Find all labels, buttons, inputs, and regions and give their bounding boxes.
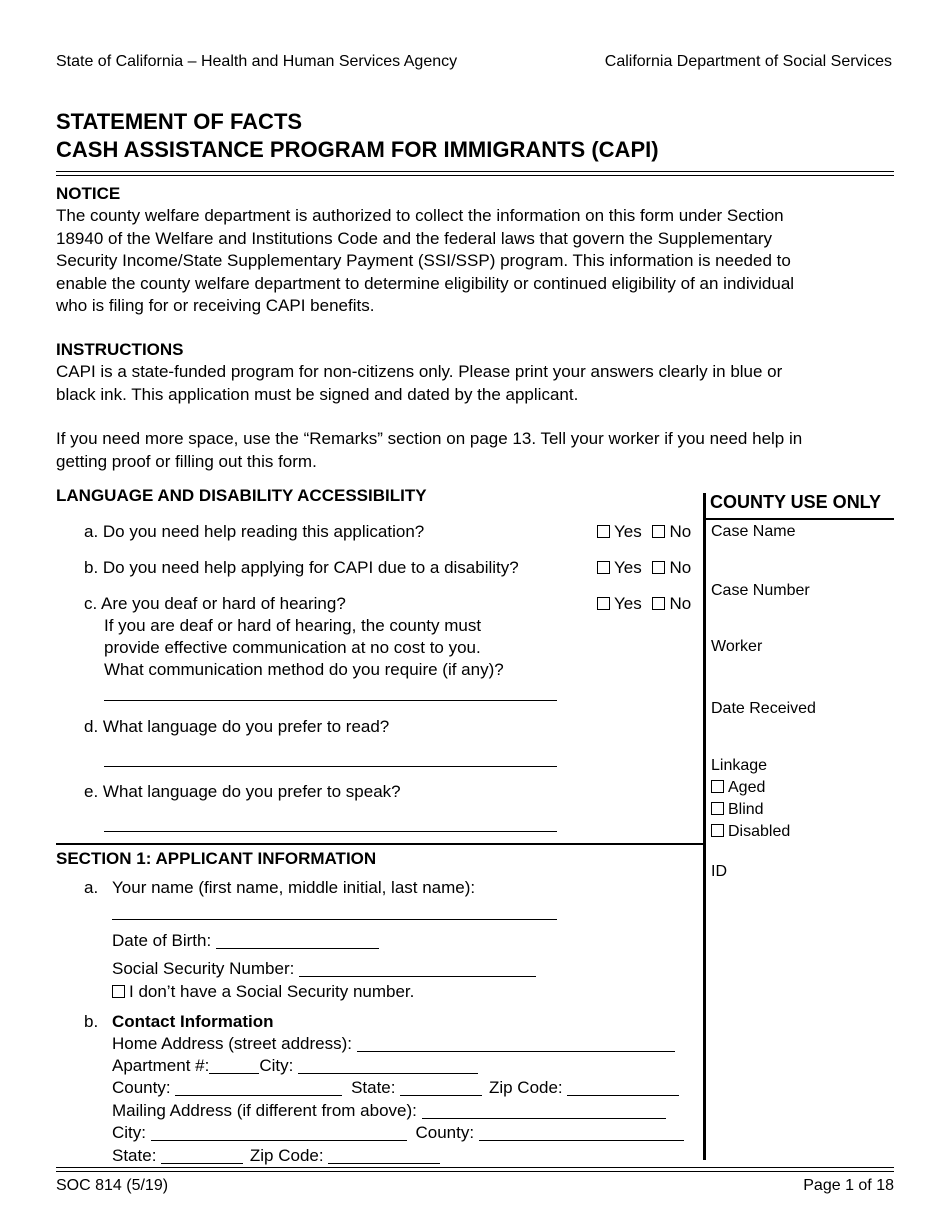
no-label: No bbox=[669, 594, 692, 613]
mailing-state-field[interactable] bbox=[161, 1146, 243, 1164]
title-rule-bottom bbox=[56, 175, 894, 176]
agency-header: State of California – Health and Human Services Agency bbox=[56, 53, 458, 70]
case-name-label: Case Name bbox=[711, 523, 796, 540]
id-label: ID bbox=[711, 863, 727, 880]
dob-field[interactable] bbox=[216, 931, 379, 949]
disabled-label: Disabled bbox=[728, 823, 791, 840]
question-a-yes-checkbox[interactable] bbox=[597, 522, 642, 541]
form-subtitle: CASH ASSISTANCE PROGRAM FOR IMMIGRANTS (CAPI) bbox=[56, 137, 659, 162]
mailing-zip-label: Zip Code: bbox=[249, 1146, 324, 1165]
checkbox-box bbox=[652, 561, 665, 574]
question-c-no-checkbox[interactable] bbox=[652, 594, 691, 613]
worker-label: Worker bbox=[711, 638, 763, 655]
ssn-label: Social Security Number: bbox=[112, 959, 295, 978]
linkage-blind-checkbox[interactable] bbox=[711, 799, 764, 821]
mailing-zip-field[interactable] bbox=[328, 1146, 440, 1164]
mailing-state-zip-row bbox=[112, 1145, 440, 1167]
name-label: Your name (first name, middle initial, last name): bbox=[112, 878, 476, 897]
section1-heading: SECTION 1: APPLICANT INFORMATION bbox=[56, 849, 377, 868]
notice-line: The county welfare department is authorized to collect the information on this form under Section bbox=[56, 206, 784, 225]
name-field[interactable] bbox=[112, 919, 557, 920]
form-number: SOC 814 (5/19) bbox=[56, 1177, 169, 1194]
question-b-yes-checkbox[interactable] bbox=[597, 558, 642, 577]
section-divider bbox=[56, 843, 706, 845]
home-address-label: Home Address (street address): bbox=[112, 1034, 352, 1053]
checkbox-box bbox=[711, 780, 724, 793]
apartment-field[interactable] bbox=[209, 1056, 259, 1074]
question-c-yes-checkbox[interactable] bbox=[597, 594, 642, 613]
county-field[interactable] bbox=[175, 1078, 342, 1096]
ssn-row bbox=[112, 958, 536, 980]
communication-method-field[interactable] bbox=[104, 700, 557, 701]
state-label: State: bbox=[351, 1078, 396, 1097]
question-a: a. Do you need help reading this application? bbox=[84, 522, 425, 541]
question-b-no-checkbox[interactable] bbox=[652, 558, 691, 577]
state-field[interactable] bbox=[400, 1078, 482, 1096]
instructions-paragraph-1 bbox=[56, 361, 886, 406]
date-received-label: Date Received bbox=[711, 700, 816, 717]
county-use-heading: COUNTY USE ONLY bbox=[710, 492, 882, 512]
home-address-field[interactable] bbox=[357, 1034, 675, 1052]
form-title: STATEMENT OF FACTS bbox=[56, 109, 303, 134]
blind-label: Blind bbox=[728, 801, 764, 818]
mailing-state-label: State: bbox=[112, 1146, 157, 1165]
no-ssn-label: I don’t have a Social Security number. bbox=[129, 982, 415, 1001]
language-heading: LANGUAGE AND DISABILITY ACCESSIBILITY bbox=[56, 486, 427, 505]
county-label: County: bbox=[112, 1078, 171, 1097]
contact-heading: Contact Information bbox=[112, 1012, 274, 1031]
notice-line: Security Income/State Supplementary Payment (SSI/SSP) program. This information is needed to bbox=[56, 251, 791, 270]
county-heading-rule bbox=[706, 518, 894, 520]
question-c-detail: provide effective communication at no cost to you. bbox=[104, 638, 481, 657]
notice-line: 18940 of the Welfare and Institutions Code and the federal laws that govern the Supplementary bbox=[56, 228, 773, 248]
no-label: No bbox=[669, 558, 692, 577]
mailing-county-field[interactable] bbox=[479, 1123, 684, 1141]
no-ssn-checkbox[interactable] bbox=[112, 981, 414, 1003]
notice-paragraph bbox=[56, 205, 886, 318]
question-b-options bbox=[597, 557, 691, 579]
mailing-county-label: County: bbox=[415, 1123, 475, 1142]
question-c-options bbox=[597, 593, 691, 615]
ssn-field[interactable] bbox=[299, 959, 536, 977]
mailing-city-label: City: bbox=[112, 1123, 146, 1142]
footer-rule-bottom bbox=[56, 1171, 894, 1172]
question-e: e. What language do you prefer to speak? bbox=[84, 782, 401, 801]
question-a-no-checkbox[interactable] bbox=[652, 522, 691, 541]
question-d: d. What language do you prefer to read? bbox=[84, 717, 390, 736]
apartment-label: Apartment #: bbox=[112, 1056, 210, 1075]
speak-language-field[interactable] bbox=[104, 831, 557, 832]
home-address-row bbox=[112, 1033, 675, 1055]
mailing-address-row bbox=[112, 1100, 666, 1122]
question-c: c. Are you deaf or hard of hearing? bbox=[84, 594, 346, 613]
section1-b-letter: b. bbox=[84, 1012, 99, 1031]
read-language-field[interactable] bbox=[104, 766, 557, 767]
apartment-city-row bbox=[112, 1055, 478, 1077]
no-label: No bbox=[669, 522, 692, 541]
question-b: b. Do you need help applying for CAPI due to a disability? bbox=[84, 558, 519, 577]
county-column-border bbox=[703, 493, 706, 1160]
dob-row bbox=[112, 930, 379, 952]
page-number: Page 1 of 18 bbox=[803, 1177, 894, 1194]
notice-line: who is filing for or receiving CAPI benefits. bbox=[56, 296, 375, 315]
linkage-label: Linkage bbox=[711, 757, 768, 774]
aged-label: Aged bbox=[728, 779, 766, 796]
checkbox-box bbox=[597, 597, 610, 610]
case-number-label: Case Number bbox=[711, 582, 810, 599]
checkbox-box bbox=[597, 525, 610, 538]
notice-heading: NOTICE bbox=[56, 184, 121, 203]
city-field[interactable] bbox=[298, 1056, 478, 1074]
instructions-line: getting proof or filling out this form. bbox=[56, 451, 317, 471]
yes-label: Yes bbox=[614, 594, 642, 613]
mailing-city-field[interactable] bbox=[151, 1123, 407, 1141]
checkbox-box bbox=[112, 985, 125, 998]
county-state-zip-row bbox=[112, 1077, 679, 1099]
department-header: California Department of Social Services bbox=[604, 53, 892, 70]
instructions-line: black ink. This application must be signed and dated by the applicant. bbox=[56, 384, 579, 404]
footer-rule-top bbox=[56, 1167, 894, 1168]
checkbox-box bbox=[652, 525, 665, 538]
linkage-disabled-checkbox[interactable] bbox=[711, 821, 790, 843]
city-label: City: bbox=[259, 1056, 294, 1075]
instructions-line: CAPI is a state-funded program for non-citizens only. Please print your answers clearly in blue or bbox=[56, 362, 783, 381]
instructions-heading: INSTRUCTIONS bbox=[56, 340, 184, 359]
mailing-city-county-row bbox=[112, 1122, 684, 1144]
checkbox-box bbox=[711, 802, 724, 815]
question-a-options bbox=[597, 521, 691, 543]
zip-field[interactable] bbox=[567, 1078, 679, 1096]
zip-label: Zip Code: bbox=[488, 1078, 563, 1097]
mailing-address-label: Mailing Address (if different from above): bbox=[112, 1101, 417, 1120]
notice-line: enable the county welfare department to determine eligibility or continued eligibility of an individual bbox=[56, 273, 795, 293]
yes-label: Yes bbox=[614, 522, 642, 541]
checkbox-box bbox=[711, 824, 724, 837]
title-rule-top bbox=[56, 171, 894, 172]
section1-a-letter: a. bbox=[84, 878, 99, 897]
mailing-address-field[interactable] bbox=[422, 1101, 666, 1119]
instructions-paragraph-2 bbox=[56, 428, 886, 473]
checkbox-box bbox=[597, 561, 610, 574]
dob-label: Date of Birth: bbox=[112, 931, 212, 950]
instructions-line: If you need more space, use the “Remarks” section on page 13. Tell your worker if you need help in bbox=[56, 429, 803, 448]
linkage-aged-checkbox[interactable] bbox=[711, 777, 765, 799]
question-c-detail: What communication method do you require (if any)? bbox=[104, 660, 504, 679]
checkbox-box bbox=[652, 597, 665, 610]
question-c-detail: If you are deaf or hard of hearing, the county must bbox=[104, 616, 482, 635]
yes-label: Yes bbox=[614, 558, 642, 577]
